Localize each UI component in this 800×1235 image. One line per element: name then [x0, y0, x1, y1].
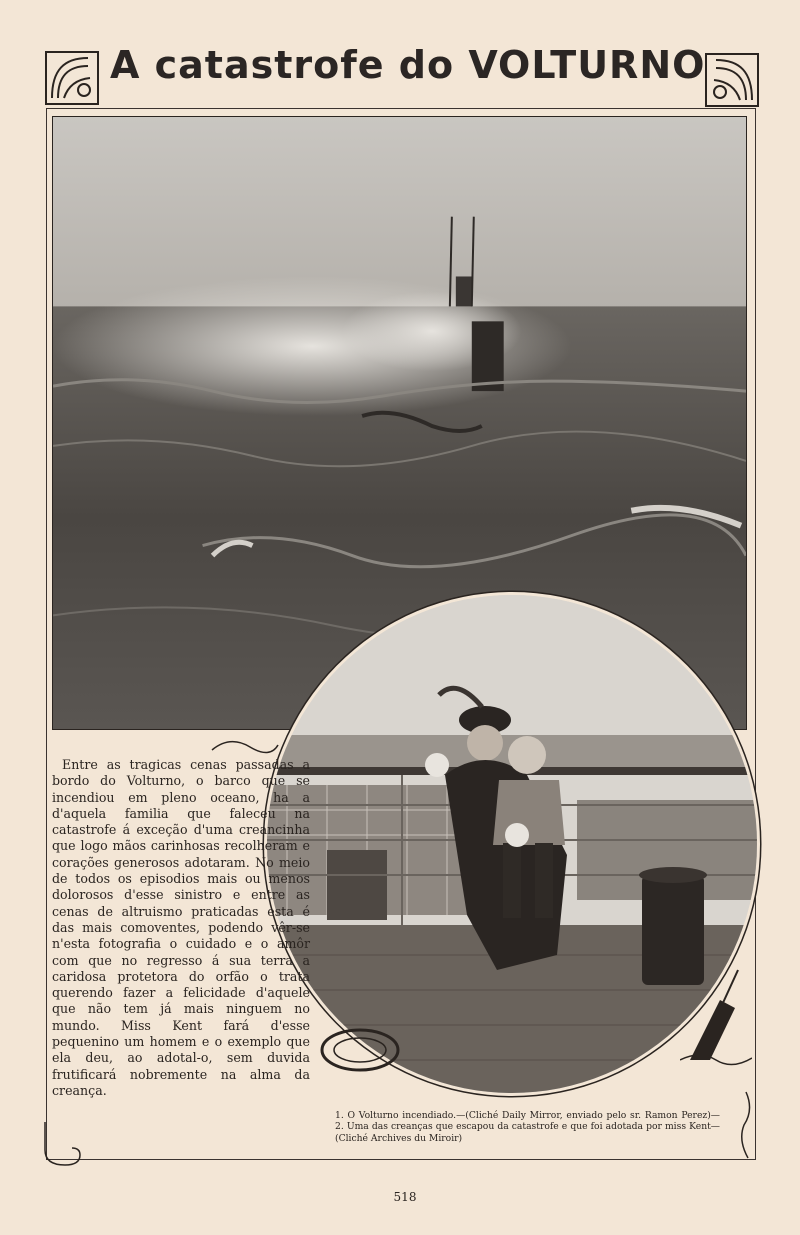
page-number: 518	[393, 1190, 417, 1204]
art-nouveau-ornament-right	[704, 52, 760, 108]
decorative-corner-swirl-icon	[40, 1120, 100, 1170]
article-paragraph: Entre as tragicas cenas passadas a bordo do Volturno, o barco que se incendiou em pleno oceano, ha a d'aquela familia que faleceu na catastrofe á exceção d'uma creancinha que logo mãos carinhosas recolheram e corações generosos adotaram. No meio de todos os episodios mais ou menos dolorosos d'esse sinistro e entre as cenas de altruismo praticadas esta é das mais comoventes, podendo vêr-se n'esta fotografia o cuidado e o amôr com que no regresso á sua terra a caridosa protetora do orfão o trata querendo fazer a felicidade d'aquele que não tem já mais ninguem no mundo. Miss Kent fará d'esse pequenino um homem e o exemplo que ela deu, ao adotal-o, sem duvida frutificará nobremente na alma da creança.	[52, 757, 310, 1098]
photo-caption: 1. O Volturno incendiado.—(Cliché Daily Mirror, enviado pelo sr. Ramon Perez)—2. Uma das creanças que escapou da catastrofe e que foi adotada por miss Kent—(Cliché Archives du Miroir)	[335, 1110, 720, 1144]
decorative-right-swirl-icon	[736, 1090, 756, 1160]
art-nouveau-ornament-left	[44, 50, 100, 106]
life-ring-ornament-icon	[315, 1020, 415, 1080]
page-title: A catastrofe do VOLTURNO	[110, 43, 706, 87]
article-body	[52, 757, 310, 1099]
sinking-ship-ornament-icon	[680, 960, 752, 1070]
